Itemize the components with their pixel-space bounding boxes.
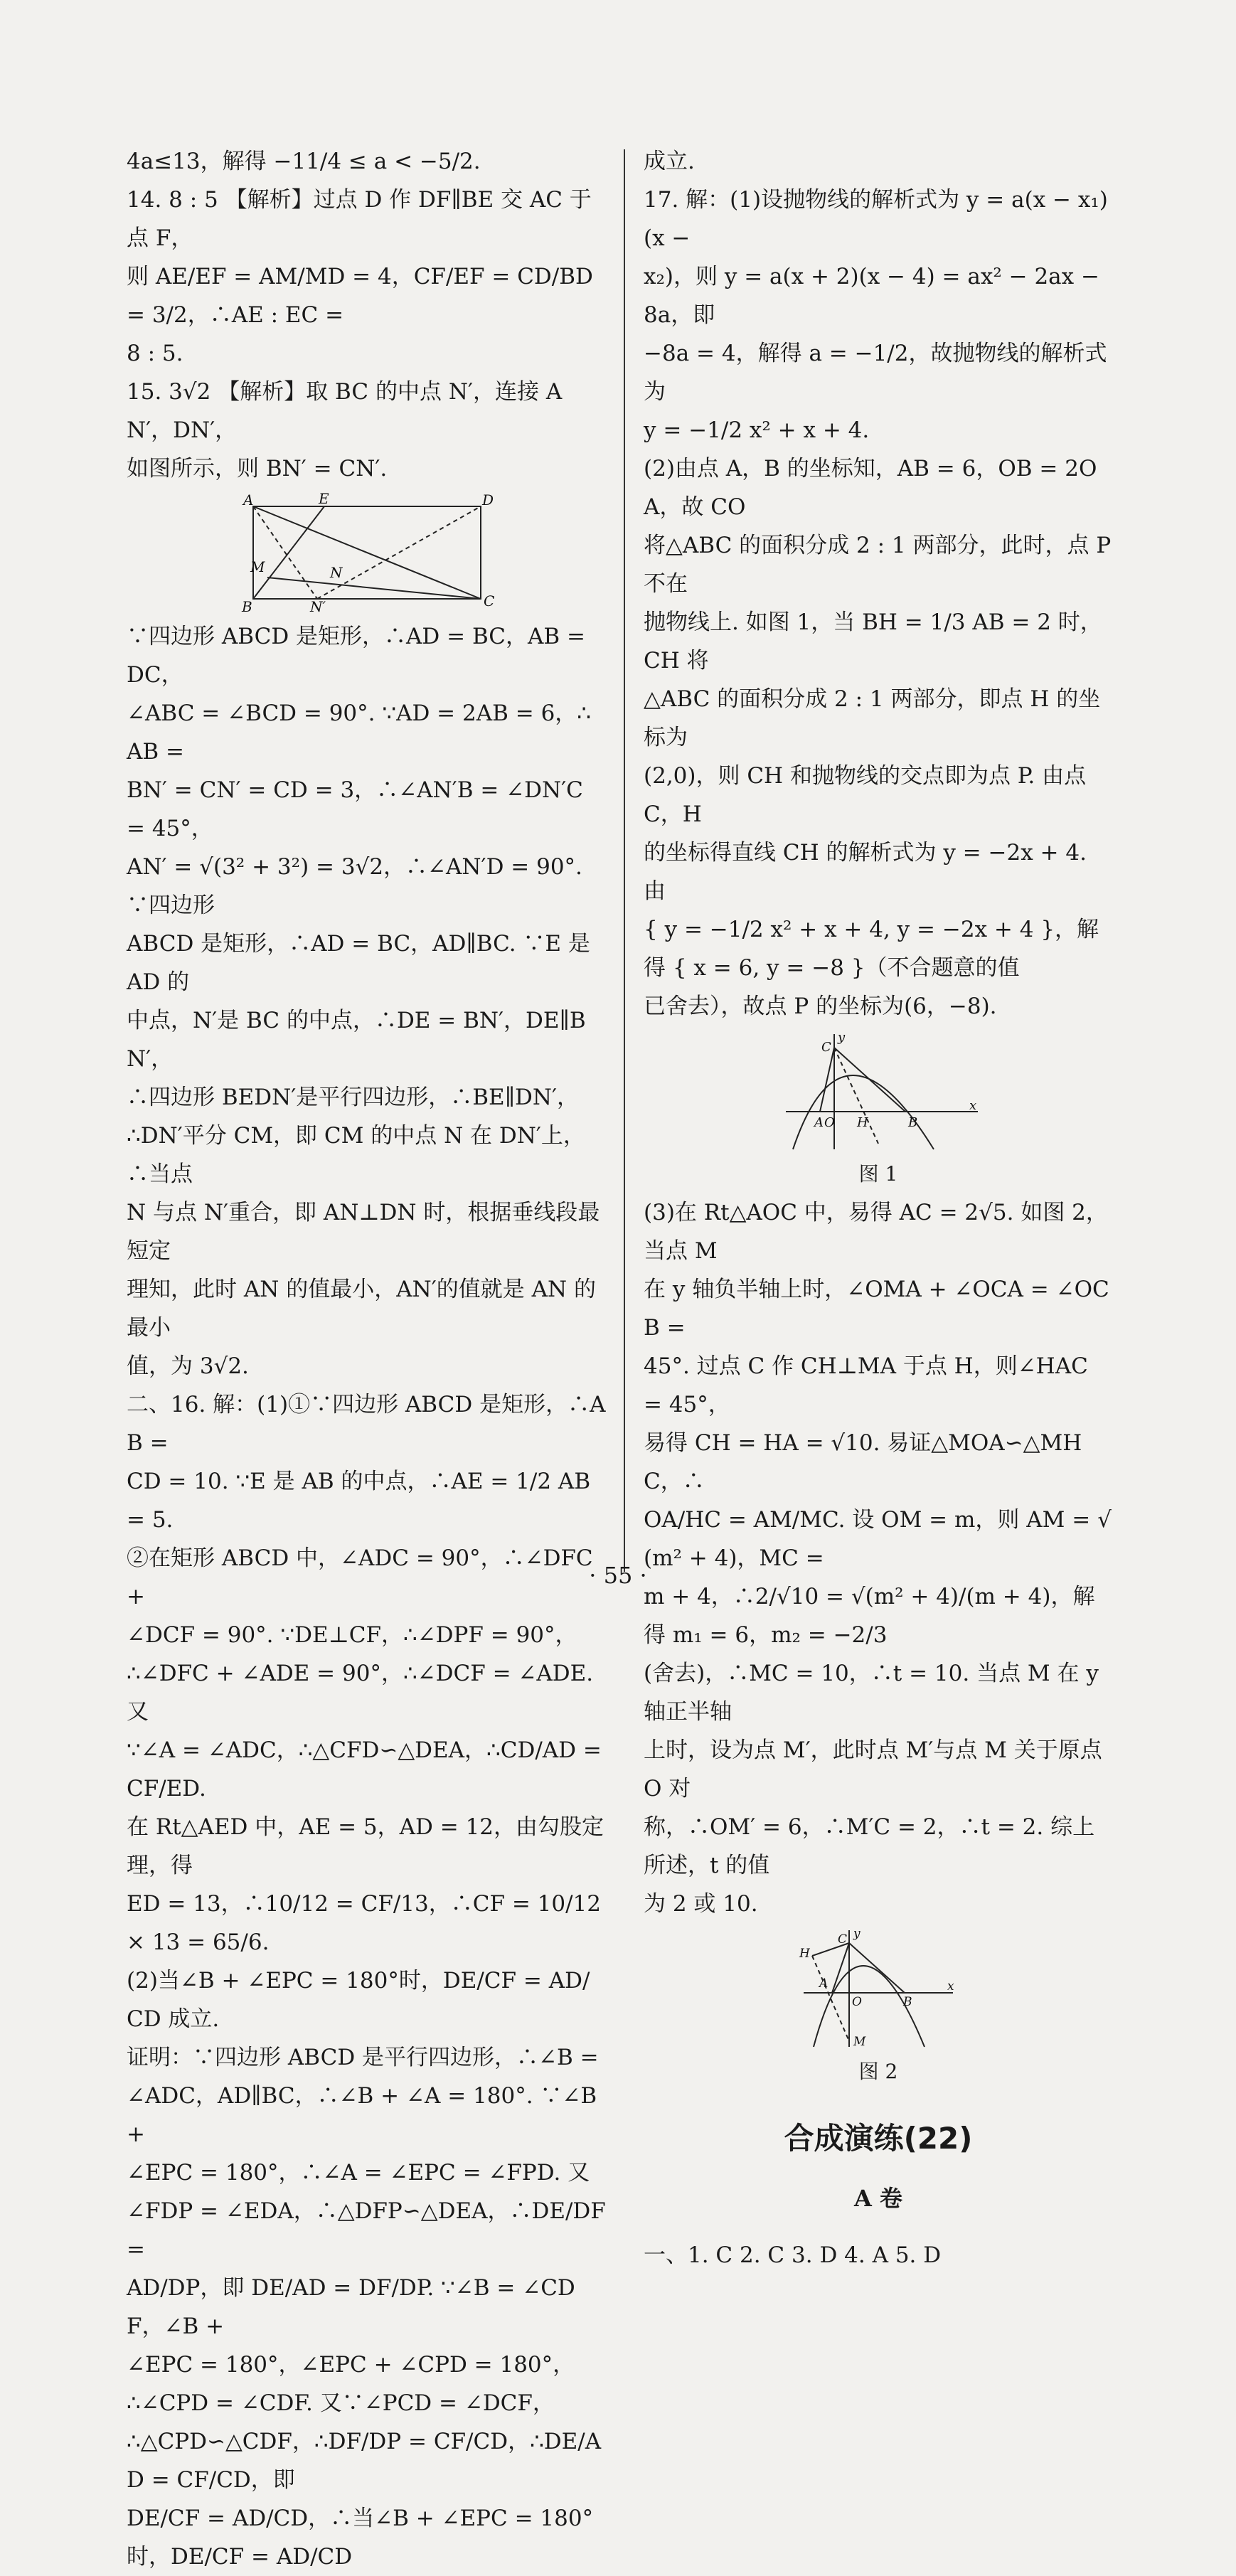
- text-line: 4a≤13，解得 −11/4 ≤ a < −5/2.: [127, 149, 481, 174]
- text-line: ∠ABC = ∠BCD = 90°. ∵AD = 2AB = 6，∴AB =: [127, 701, 592, 765]
- fig2-label-x: x: [947, 1979, 954, 1994]
- text-line: ∠DCF = 90°. ∵DE⊥CF，∴∠DPF = 90°，: [127, 1622, 577, 1648]
- text-line: m + 4，∴2/√10 = √(m² + 4)/(m + 4)，解得 m₁ = 6，m₂ = −2/3: [644, 1584, 1095, 1648]
- text-line: 在 y 轴负半轴上时，∠OMA + ∠OCA = ∠OCB =: [644, 1277, 1109, 1341]
- text-line: 则 AE/EF = AM/MD = 4，CF/EF = CD/BD = 3/2，∴AE : EC =: [127, 264, 593, 328]
- text-line: 二、16. 解：(1)①∵四边形 ABCD 是矩形，∴AB =: [127, 1392, 606, 1456]
- label-E: E: [318, 492, 329, 507]
- text-line: 将△ABC 的面积分成 2 : 1 两部分，此时，点 P 不在: [644, 533, 1112, 597]
- fig1-label-A: A: [814, 1115, 824, 1130]
- fig1-label-B: B: [908, 1115, 918, 1130]
- figure-1: [772, 1030, 985, 1151]
- text-line: 如图所示，则 BN′ = CN′.: [127, 456, 388, 481]
- text-line: ∵四边形 ABCD 是矩形，∴AD = BC，AB = DC，: [127, 624, 586, 688]
- column-divider: [624, 149, 625, 1572]
- label-B: B: [241, 598, 252, 613]
- text-line: 抛物线上. 如图 1，当 BH = 1/3 AB = 2 时，CH 将: [644, 610, 1102, 674]
- figure-1-caption: 图 1: [858, 1162, 898, 1186]
- label-N-prime: N′: [309, 598, 326, 613]
- text-line: 在 Rt△AED 中，AE = 5，AD = 12，由勾股定理，得: [127, 1814, 604, 1878]
- text-line: 17. 解：(1)设抛物线的解析式为 y = a(x − x₁)(x −: [644, 187, 1108, 251]
- text-line: ∴∠DFC + ∠ADE = 90°，∴∠DCF = ∠ADE. 又: [127, 1661, 594, 1725]
- left-column: [127, 142, 607, 2576]
- fig1-label-O: O: [824, 1115, 835, 1130]
- fig2-label-B: B: [903, 1995, 912, 2009]
- fig2-label-H: H: [799, 1947, 810, 1961]
- fig2-label-A: A: [819, 1976, 829, 1991]
- text-line: 已舍去），故点 P 的坐标为(6，−8).: [644, 994, 997, 1019]
- text-line: 成立.: [644, 149, 695, 174]
- figure-2: [797, 1927, 960, 2048]
- fig2-label-O: O: [852, 1995, 862, 2009]
- text-line: 14. 8 : 5 【解析】过点 D 作 DF∥BE 交 AC 于点 F，: [127, 187, 592, 251]
- text-line: BN′ = CN′ = CD = 3，∴∠AN′B = ∠DN′C = 45°，: [127, 777, 583, 841]
- text-line: △ABC 的面积分成 2 : 1 两部分，即点 H 的坐标为: [644, 686, 1101, 750]
- text-line: { y = −1/2 x² + x + 4, y = −2x + 4 }，解得 { x = 6, y = −8 }（不合题意的值: [644, 917, 1099, 981]
- fig2-label-C: C: [838, 1932, 848, 1947]
- text-line: ∠EPC = 180°，∴∠A = ∠EPC = ∠FPD. 又: [127, 2160, 590, 2186]
- answer-line: 一、1. C 2. C 3. D 4. A 5. D: [644, 2242, 942, 2268]
- label-D: D: [481, 492, 494, 509]
- text-line: 称，∴OM′ = 6，∴M′C = 2，∴t = 2. 综上所述，t 的值: [644, 1814, 1095, 1878]
- text-line: ∠EPC = 180°，∠EPC + ∠CPD = 180°，: [127, 2352, 575, 2378]
- text-line: ∴△CPD∽△CDF，∴DF/DP = CF/CD，∴DE/AD = CF/CD，即: [127, 2429, 602, 2493]
- text-line: ∠FDP = ∠EDA，∴△DFP∽△DEA，∴DE/DF =: [127, 2198, 606, 2262]
- text-line: y = −1/2 x² + x + 4.: [644, 417, 870, 443]
- text-line: 理知，此时 AN 的值最小，AN′的值就是 AN 的最小: [127, 1277, 596, 1341]
- text-line: x₂)，则 y = a(x + 2)(x − 4) = ax² − 2ax − 8a，即: [644, 264, 1099, 328]
- text-line: ED = 13，∴10/12 = CF/13，∴CF = 10/12 × 13 = 65/6.: [127, 1891, 601, 1955]
- text-line: (2)由点 A，B 的坐标知，AB = 6，OB = 2OA，故 CO: [644, 456, 1097, 520]
- fig1-label-H: H: [857, 1115, 868, 1130]
- text-line: ∠ADC，AD∥BC，∴∠B + ∠A = 180°. ∵∠B +: [127, 2083, 597, 2147]
- text-line: (舍去)，∴MC = 10，∴t = 10. 当点 M 在 y 轴正半轴: [644, 1661, 1099, 1725]
- text-line: 中点，N′是 BC 的中点，∴DE = BN′，DE∥BN′，: [127, 1008, 586, 1072]
- text-line: −8a = 4，解得 a = −1/2，故抛物线的解析式为: [644, 341, 1107, 405]
- text-line: 上时，设为点 M′，此时点 M′与点 M 关于原点 O 对: [644, 1737, 1102, 1801]
- text-line: AD/DP，即 DE/AD = DF/DP. ∵∠B = ∠CDF，∠B +: [127, 2275, 575, 2339]
- text-line: 证明：∵四边形 ABCD 是平行四边形，∴∠B =: [127, 2045, 599, 2070]
- label-C: C: [483, 592, 494, 610]
- text-line: ∵∠A = ∠ADC，∴△CFD∽△DEA，∴CD/AD = CF/ED.: [127, 1737, 602, 1801]
- text-line: ∴∠CPD = ∠CDF. 又∵∠PCD = ∠DCF，: [127, 2390, 555, 2416]
- fig2-label-M: M: [853, 2035, 866, 2048]
- label-A: A: [243, 492, 253, 509]
- fig1-label-y: y: [838, 1030, 846, 1045]
- text-line: AN′ = √(3² + 3²) = 3√2，∴∠AN′D = 90°. ∵四边形: [127, 854, 582, 918]
- label-M: M: [250, 558, 265, 575]
- fig2-label-y: y: [853, 1927, 861, 1941]
- text-line: (2)当∠B + ∠EPC = 180°时，DE/CF = AD/CD 成立.: [127, 1968, 590, 2032]
- text-line: 45°. 过点 C 作 CH⊥MA 于点 H，则∠HAC = 45°，: [644, 1353, 1088, 1417]
- text-line: OA/HC = AM/MC. 设 OM = m，则 AM = √(m² + 4)，MC =: [644, 1507, 1112, 1571]
- text-line: N 与点 N′重合，即 AN⊥DN 时，根据垂线段最短定: [127, 1200, 600, 1264]
- page-number: · 55 ·: [589, 1562, 647, 1589]
- text-line: DE/CF = AD/CD，∴当∠B + ∠EPC = 180°时，DE/CF = AD/CD: [127, 2506, 594, 2570]
- text-line: (2,0)，则 CH 和抛物线的交点即为点 P. 由点 C，H: [644, 763, 1087, 827]
- figure-2-caption: 图 2: [858, 2060, 898, 2083]
- text-line: ∴四边形 BEDN′是平行四边形，∴BE∥DN′，: [127, 1085, 580, 1110]
- right-column: [644, 142, 1113, 2274]
- text-line: 的坐标得直线 CH 的解析式为 y = −2x + 4. 由: [644, 840, 1087, 904]
- section-title: 合成演练(22): [784, 2121, 973, 2156]
- text-line: ABCD 是矩形，∴AD = BC，AD∥BC. ∵E 是 AD 的: [127, 931, 590, 995]
- fig1-label-x: x: [969, 1098, 977, 1113]
- text-line: ②在矩形 ABCD 中，∠ADC = 90°，∴∠DFC +: [127, 1545, 593, 1609]
- label-N: N: [329, 564, 342, 581]
- text-line: 易得 CH = HA = √10. 易证△MOA∽△MHC，∴: [644, 1430, 1082, 1494]
- text-line: 8 : 5.: [127, 341, 183, 366]
- text-line: 15. 3√2 【解析】取 BC 的中点 N′，连接 AN′，DN′，: [127, 379, 563, 443]
- volume-label: A 卷: [854, 2185, 902, 2212]
- fig1-label-C: C: [821, 1040, 831, 1055]
- text-line: CD = 10. ∵E 是 AB 的中点，∴AE = 1/2 AB = 5.: [127, 1469, 591, 1533]
- text-line: 值，为 3√2.: [127, 1353, 249, 1379]
- text-line: 为 2 或 10.: [644, 1891, 758, 1917]
- text-line: ∴DN′平分 CM，即 CM 的中点 N 在 DN′上，∴当点: [127, 1123, 585, 1187]
- rectangle-figure: [239, 492, 495, 613]
- text-line: (3)在 Rt△AOC 中，易得 AC = 2√5. 如图 2，当点 M: [644, 1200, 1108, 1264]
